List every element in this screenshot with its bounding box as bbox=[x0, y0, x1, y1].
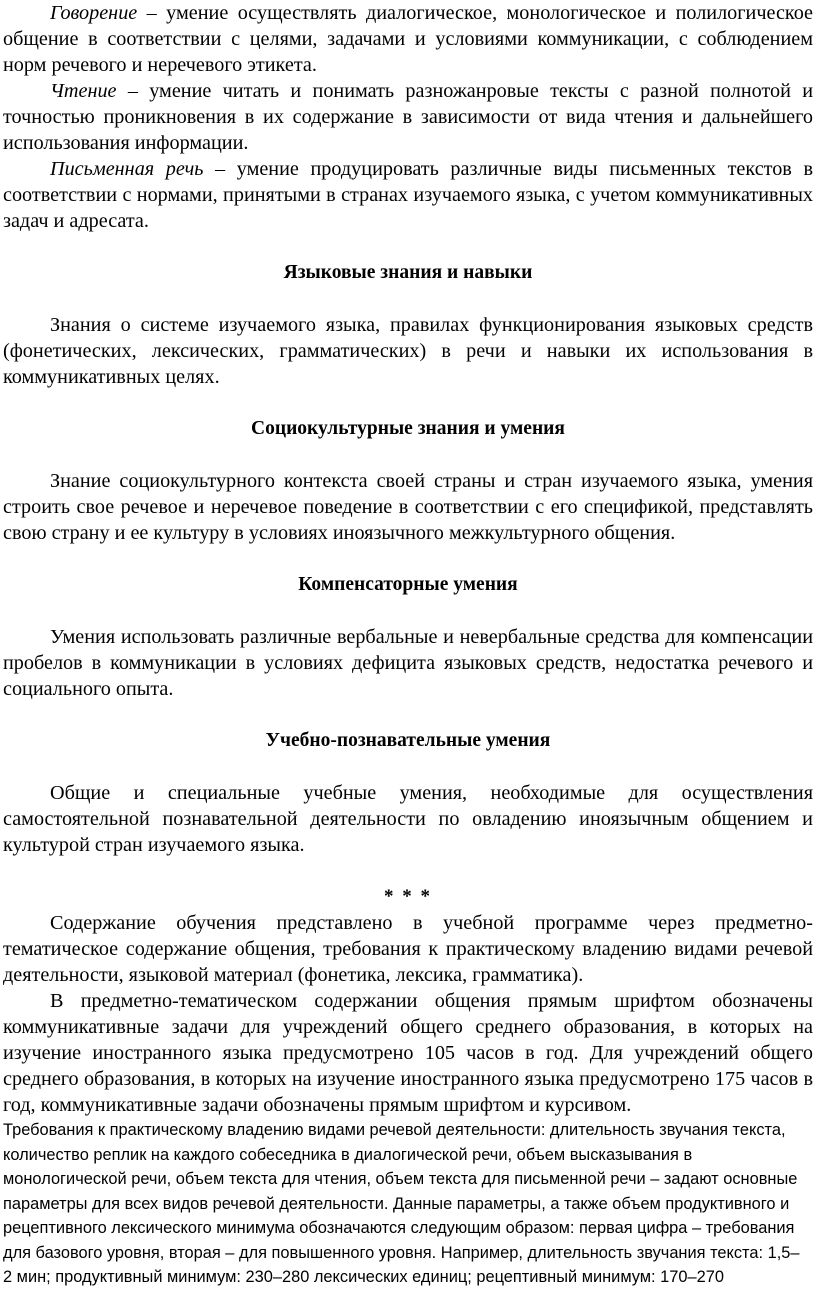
paragraph-writing bbox=[3, 156, 813, 234]
requirements-paragraph: Требования к практическому владению видами речевой деятельности: длительность звучания текста, количество реплик на каждого собеседника в диалогической речи, объем высказывания в монологической речи, объем текста для чтения, объем текста для письменной речи – задают основные параметры для всех видов речевой деятельности. Данные параметры, а также объем продуктивного и рецептивного лексического минимума обозначаются следующим образом: первая цифра – требования для базового уровня, вторая – для повышенного уровня. Например, длительность звучания текста: 1,5–2 мин; продуктивный минимум: 230–280 лексических единиц; рецептивный минимум: 170–270 bbox=[3, 1121, 800, 1286]
section-heading-language: Языковые знания и навыки bbox=[283, 262, 533, 283]
section-heading-learning: Учебно-познавательные умения bbox=[265, 730, 551, 751]
separator-stars: * * * bbox=[384, 886, 432, 907]
section-heading-compensatory: Компенсаторные умения bbox=[298, 574, 518, 595]
section-text-learning: Общие и специальные учебные умения, необходимые для осуществления самостоятельной познавательной деятельности по овладению иноязычным общением и культурой стран изучаемого языка. bbox=[3, 782, 813, 856]
content-paragraph-2: В предметно-тематическом содержании общения прямым шрифтом обозначены коммуникативные задачи для учреждений общего среднего образования, в которых на изучение иностранного языка предусмотрено 105 часов в год. Для учреждений общего среднего образования, в которых на изучение иностранного языка предусмотрено 175 часов в год, коммуникативные задачи обозначены прямым шрифтом и курсивом. bbox=[3, 990, 813, 1116]
term-reading: Чтение bbox=[50, 80, 117, 102]
section-text-sociocultural: Знание социокультурного контекста своей страны и стран изучаемого языка, умения строить свое речевое и неречевое поведение в соответствии с его спецификой, представлять свою страну и ее культуру в условиях иноязычного межкультурного общения. bbox=[3, 470, 813, 544]
section-text-language: Знания о системе изучаемого языка, правилах функционирования языковых средств (фонетических, лексических, грамматических) в речи и навыки их использования в коммуникативных целях. bbox=[3, 314, 813, 388]
definition-writing: – умение продуцировать различные виды письменных текстов в соответствии с нормами, принятыми в странах изучаемого языка, с учетом коммуникативных задач и адресата. bbox=[3, 158, 813, 232]
term-speaking: Говорение bbox=[50, 2, 138, 24]
term-writing: Письменная речь bbox=[50, 158, 204, 180]
section-heading-sociocultural: Социокультурные знания и умения bbox=[251, 418, 565, 439]
definition-speaking: – умение осуществлять диалогическое, монологическое и полилогическое общение в соответствии с целями, задачами и условиями коммуникации, с соблюдением норм речевого и неречевого этикета. bbox=[3, 2, 813, 76]
definition-reading: – умение читать и понимать разножанровые тексты с разной полнотой и точностью проникновения в их содержание в зависимости от вида чтения и дальнейшего использования информации. bbox=[3, 80, 813, 154]
section-text-compensatory: Умения использовать различные вербальные и невербальные средства для компенсации пробелов в коммуникации в условиях дефицита языковых средств, недостатка речевого и социального опыта. bbox=[3, 626, 813, 700]
content-paragraph-1: Содержание обучения представлено в учебной программе через предметно-тематическое содержание общения, требования к практическому владению видами речевой деятельности, языковой материал (фонетика, лексика, грамматика). bbox=[3, 912, 813, 986]
paragraph-reading bbox=[3, 78, 813, 156]
paragraph-speaking bbox=[3, 0, 813, 78]
